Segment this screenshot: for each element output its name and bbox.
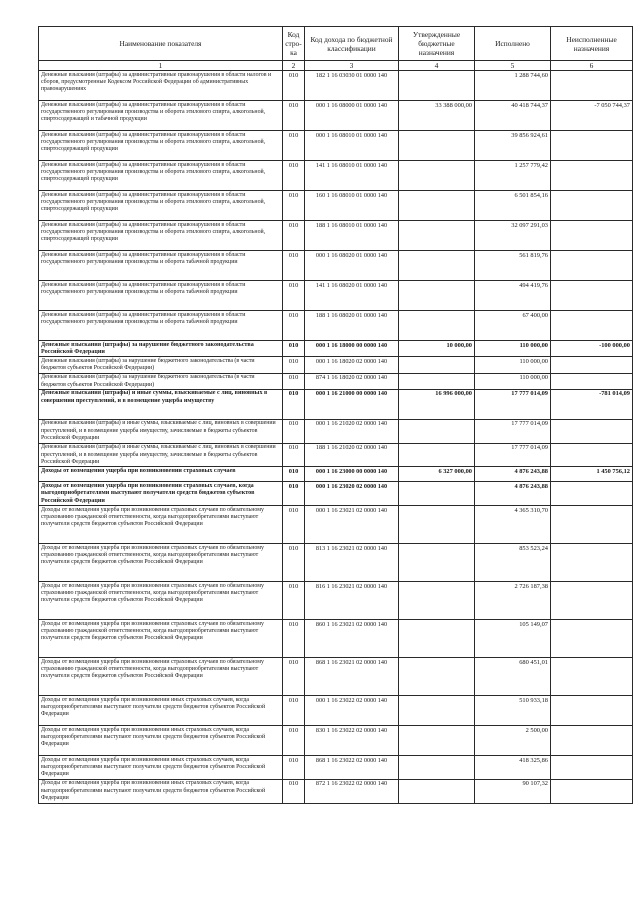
row-unexecuted bbox=[551, 658, 633, 696]
row-unexecuted bbox=[551, 251, 633, 281]
table-row bbox=[39, 191, 633, 221]
row-line-code: 010 bbox=[283, 582, 305, 620]
row-name: Денежные взыскания (штрафы) за административные правонарушения в области государственного регулирования производства и оборота этилового спирта, алкогольной, спиртосодержащей и табачной продукции bbox=[39, 101, 283, 131]
row-name: Денежные взыскания (штрафы) за административные правонарушения в области государственного регулирования производства и оборота этилового спирта, алкогольной, спиртосодержащей продукции bbox=[39, 131, 283, 161]
row-line-code: 010 bbox=[283, 506, 305, 544]
column-number-row bbox=[39, 61, 633, 71]
row-name: Денежные взыскания (штрафы) за административные правонарушения в области государственного регулирования производства и оборота этилового спирта, алкогольной, спиртосодержащей продукции bbox=[39, 161, 283, 191]
row-line-code: 010 bbox=[283, 191, 305, 221]
row-name: Денежные взыскания (штрафы) за нарушение бюджетного законодательства Российской Федерации bbox=[39, 341, 283, 357]
row-approved: 10 000,00 bbox=[399, 341, 475, 357]
table-row bbox=[39, 357, 633, 373]
table-row bbox=[39, 582, 633, 620]
row-name: Денежные взыскания (штрафы) за нарушение бюджетного законодательства (в части бюджетов субъектов Российской Федерации) bbox=[39, 357, 283, 373]
row-executed: 2 500,00 bbox=[475, 726, 551, 756]
table-row bbox=[39, 620, 633, 658]
table-row bbox=[39, 419, 633, 443]
row-approved bbox=[399, 696, 475, 726]
row-line-code: 010 bbox=[283, 658, 305, 696]
row-budget-code: 000 1 16 23000 00 0000 140 bbox=[305, 467, 399, 482]
row-budget-code: 141 1 16 08010 01 0000 140 bbox=[305, 161, 399, 191]
row-line-code: 010 bbox=[283, 620, 305, 658]
row-approved bbox=[399, 357, 475, 373]
row-approved: 6 327 000,00 bbox=[399, 467, 475, 482]
row-executed: 40 418 744,37 bbox=[475, 101, 551, 131]
row-approved bbox=[399, 544, 475, 582]
row-line-code: 010 bbox=[283, 389, 305, 419]
row-approved bbox=[399, 756, 475, 780]
table-row bbox=[39, 161, 633, 191]
row-executed: 1 257 779,42 bbox=[475, 161, 551, 191]
row-unexecuted bbox=[551, 357, 633, 373]
column-number: 4 bbox=[399, 61, 475, 71]
row-approved bbox=[399, 161, 475, 191]
row-name: Денежные взыскания (штрафы) и иные суммы, взыскиваемые с лиц, виновных в совершении преступлений, и в возмещение ущерба имуществу, зачисляемые в бюджеты субъектов Российской Федерации bbox=[39, 443, 283, 467]
row-executed: 32 097 291,03 bbox=[475, 221, 551, 251]
row-unexecuted bbox=[551, 311, 633, 341]
row-line-code: 010 bbox=[283, 251, 305, 281]
row-name: Денежные взыскания (штрафы) за нарушение бюджетного законодательства (в части бюджетов субъектов Российской Федерации) bbox=[39, 373, 283, 389]
row-approved bbox=[399, 221, 475, 251]
table-row bbox=[39, 779, 633, 803]
row-budget-code: 160 1 16 08010 01 0000 140 bbox=[305, 191, 399, 221]
row-name: Денежные взыскания (штрафы) за административные правонарушения в области государственного регулирования производства и оборота табачной продукции bbox=[39, 311, 283, 341]
row-name: Доходы от возмещения ущерба при возникновении страховых случаев по обязательному страхованию гражданской ответственности, когда выгодоприобретателями выступают получатели средств бюджетов субъектов Российской Федерации bbox=[39, 620, 283, 658]
row-executed: 90 107,32 bbox=[475, 779, 551, 803]
table-row bbox=[39, 281, 633, 311]
table-row bbox=[39, 726, 633, 756]
row-executed: 1 288 744,60 bbox=[475, 71, 551, 101]
table-row bbox=[39, 443, 633, 467]
row-line-code: 010 bbox=[283, 726, 305, 756]
row-budget-code: 874 1 16 18020 02 0000 140 bbox=[305, 373, 399, 389]
column-number: 3 bbox=[305, 61, 399, 71]
row-line-code: 010 bbox=[283, 419, 305, 443]
row-approved bbox=[399, 131, 475, 161]
row-approved bbox=[399, 191, 475, 221]
row-unexecuted bbox=[551, 582, 633, 620]
row-line-code: 010 bbox=[283, 71, 305, 101]
table-body bbox=[39, 71, 633, 804]
row-unexecuted bbox=[551, 620, 633, 658]
header-row bbox=[39, 27, 633, 61]
row-executed: 853 523,24 bbox=[475, 544, 551, 582]
row-budget-code: 872 1 16 23022 02 0000 140 bbox=[305, 779, 399, 803]
row-budget-code: 182 1 16 03030 01 0000 140 bbox=[305, 71, 399, 101]
row-executed: 17 777 014,09 bbox=[475, 419, 551, 443]
table-row bbox=[39, 467, 633, 482]
row-name: Доходы от возмещения ущерба при возникновении иных страховых случаев, когда выгодоприобретателями выступают получатели средств бюджетов субъектов Российской Федерации bbox=[39, 726, 283, 756]
row-line-code: 010 bbox=[283, 482, 305, 506]
row-unexecuted: -7 050 744,37 bbox=[551, 101, 633, 131]
row-budget-code: 813 1 16 23021 02 0000 140 bbox=[305, 544, 399, 582]
row-name: Денежные взыскания (штрафы) за административные правонарушения в области налогов и сборов, предусмотренные Кодексом Российской Федерации об административных правонарушениях bbox=[39, 71, 283, 101]
table-row bbox=[39, 101, 633, 131]
row-line-code: 010 bbox=[283, 161, 305, 191]
row-budget-code: 141 1 16 08020 01 0000 140 bbox=[305, 281, 399, 311]
row-line-code: 010 bbox=[283, 131, 305, 161]
row-budget-code: 830 1 16 23022 02 0000 140 bbox=[305, 726, 399, 756]
row-budget-code: 000 1 16 23021 02 0000 140 bbox=[305, 506, 399, 544]
row-executed: 680 451,01 bbox=[475, 658, 551, 696]
budget-report-sheet bbox=[38, 26, 632, 804]
column-number: 6 bbox=[551, 61, 633, 71]
header-unexecuted: Неисполненные назначения bbox=[551, 27, 633, 61]
row-name: Доходы от возмещения ущерба при возникновении страховых случаев по обязательному страхованию гражданской ответственности, когда выгодоприобретателями выступают получатели средств бюджетов субъектов Российской Федерации bbox=[39, 582, 283, 620]
header-line-code: Код стро-ка bbox=[283, 27, 305, 61]
row-budget-code: 000 1 16 08000 01 0000 140 bbox=[305, 101, 399, 131]
column-number: 1 bbox=[39, 61, 283, 71]
table-row bbox=[39, 389, 633, 419]
row-line-code: 010 bbox=[283, 357, 305, 373]
row-budget-code: 000 1 16 08020 01 0000 140 bbox=[305, 251, 399, 281]
row-line-code: 010 bbox=[283, 544, 305, 582]
row-budget-code: 868 1 16 23022 02 0000 140 bbox=[305, 756, 399, 780]
row-approved bbox=[399, 281, 475, 311]
row-executed: 17 777 014,09 bbox=[475, 443, 551, 467]
row-executed: 561 819,76 bbox=[475, 251, 551, 281]
row-budget-code: 000 1 16 08010 01 0000 140 bbox=[305, 131, 399, 161]
row-executed: 110 000,00 bbox=[475, 357, 551, 373]
row-executed: 17 777 014,09 bbox=[475, 389, 551, 419]
row-unexecuted bbox=[551, 373, 633, 389]
row-executed: 105 149,07 bbox=[475, 620, 551, 658]
row-approved bbox=[399, 620, 475, 658]
row-line-code: 010 bbox=[283, 341, 305, 357]
row-budget-code: 000 1 16 23020 02 0000 140 bbox=[305, 482, 399, 506]
row-name: Денежные взыскания (штрафы) за административные правонарушения в области государственного регулирования производства и оборота этилового спирта, алкогольной, спиртосодержащей продукции bbox=[39, 221, 283, 251]
row-line-code: 010 bbox=[283, 756, 305, 780]
header-budget-code: Код дохода по бюджетной классификации bbox=[305, 27, 399, 61]
row-budget-code: 000 1 16 23022 02 0000 140 bbox=[305, 696, 399, 726]
row-line-code: 010 bbox=[283, 101, 305, 131]
header-name: Наименование показателя bbox=[39, 27, 283, 61]
row-name: Денежные взыскания (штрафы) и иные суммы, взыскиваемые с лиц, виновных в совершении преступлений, и в возмещение ущерба имуществу bbox=[39, 389, 283, 419]
row-budget-code: 868 1 16 23021 02 0000 140 bbox=[305, 658, 399, 696]
row-unexecuted bbox=[551, 221, 633, 251]
row-unexecuted bbox=[551, 161, 633, 191]
row-approved bbox=[399, 482, 475, 506]
row-line-code: 010 bbox=[283, 373, 305, 389]
row-unexecuted: -781 014,09 bbox=[551, 389, 633, 419]
table-row bbox=[39, 131, 633, 161]
table-row bbox=[39, 506, 633, 544]
row-name: Доходы от возмещения ущерба при возникновении страховых случаев по обязательному страхованию гражданской ответственности, когда выгодоприобретателями выступают получатели средств бюджетов субъектов Российской Федерации bbox=[39, 544, 283, 582]
row-approved bbox=[399, 726, 475, 756]
row-budget-code: 000 1 16 21000 00 0000 140 bbox=[305, 389, 399, 419]
header-approved: Утвержденные бюджетные назначения bbox=[399, 27, 475, 61]
row-name: Денежные взыскания (штрафы) за административные правонарушения в области государственного регулирования производства и оборота этилового спирта, алкогольной, спиртосодержащей продукции bbox=[39, 191, 283, 221]
row-approved: 33 388 000,00 bbox=[399, 101, 475, 131]
row-line-code: 010 bbox=[283, 281, 305, 311]
table-row bbox=[39, 341, 633, 357]
table-row bbox=[39, 373, 633, 389]
row-unexecuted: 1 450 756,12 bbox=[551, 467, 633, 482]
row-approved bbox=[399, 71, 475, 101]
row-executed: 2 726 187,38 bbox=[475, 582, 551, 620]
row-executed: 4 365 310,70 bbox=[475, 506, 551, 544]
row-line-code: 010 bbox=[283, 311, 305, 341]
row-unexecuted bbox=[551, 544, 633, 582]
row-budget-code: 188 1 16 08020 01 0000 140 bbox=[305, 311, 399, 341]
row-name: Доходы от возмещения ущерба при возникновении иных страховых случаев, когда выгодоприобретателями выступают получатели средств бюджетов субъектов Российской Федерации bbox=[39, 756, 283, 780]
row-name: Денежные взыскания (штрафы) и иные суммы, взыскиваемые с лиц, виновных в совершении преступлений, и в возмещение ущерба имуществу, зачисляемые в бюджеты субъектов Российской Федерации bbox=[39, 419, 283, 443]
row-unexecuted bbox=[551, 131, 633, 161]
table-row bbox=[39, 696, 633, 726]
row-line-code: 010 bbox=[283, 779, 305, 803]
table-row bbox=[39, 482, 633, 506]
row-name: Доходы от возмещения ущерба при возникновении страховых случаев по обязательному страхованию гражданской ответственности, когда выгодоприобретателями выступают получатели средств бюджетов субъектов Российской Федерации bbox=[39, 658, 283, 696]
row-name: Денежные взыскания (штрафы) за административные правонарушения в области государственного регулирования производства и оборота табачной продукции bbox=[39, 281, 283, 311]
row-unexecuted bbox=[551, 419, 633, 443]
row-name: Доходы от возмещения ущерба при возникновении страховых случаев по обязательному страхованию гражданской ответственности, когда выгодоприобретателями выступают получатели средств бюджетов субъектов Российской Федерации bbox=[39, 506, 283, 544]
row-budget-code: 188 1 16 08010 01 0000 140 bbox=[305, 221, 399, 251]
row-unexecuted bbox=[551, 696, 633, 726]
row-unexecuted bbox=[551, 756, 633, 780]
row-executed: 110 000,00 bbox=[475, 373, 551, 389]
row-line-code: 010 bbox=[283, 221, 305, 251]
row-name: Доходы от возмещения ущерба при возникновении страховых случаев bbox=[39, 467, 283, 482]
row-executed: 6 501 854,16 bbox=[475, 191, 551, 221]
row-unexecuted bbox=[551, 281, 633, 311]
row-unexecuted: -100 000,00 bbox=[551, 341, 633, 357]
row-executed: 110 000,00 bbox=[475, 341, 551, 357]
row-unexecuted bbox=[551, 443, 633, 467]
table-row bbox=[39, 658, 633, 696]
table-row bbox=[39, 221, 633, 251]
table-row bbox=[39, 251, 633, 281]
row-executed: 494 419,76 bbox=[475, 281, 551, 311]
row-unexecuted bbox=[551, 191, 633, 221]
row-approved bbox=[399, 419, 475, 443]
row-approved bbox=[399, 658, 475, 696]
column-number: 5 bbox=[475, 61, 551, 71]
row-name: Доходы от возмещения ущерба при возникновении иных страховых случаев, когда выгодоприобретателями выступают получатели средств бюджетов субъектов Российской Федерации bbox=[39, 779, 283, 803]
row-line-code: 010 bbox=[283, 467, 305, 482]
table-row bbox=[39, 756, 633, 780]
row-approved bbox=[399, 779, 475, 803]
row-budget-code: 000 1 16 21020 02 0000 140 bbox=[305, 419, 399, 443]
row-unexecuted bbox=[551, 71, 633, 101]
row-name: Доходы от возмещения ущерба при возникновении иных страховых случаев, когда выгодоприобретателями выступают получатели средств бюджетов субъектов Российской Федерации bbox=[39, 696, 283, 726]
row-unexecuted bbox=[551, 726, 633, 756]
row-name: Денежные взыскания (штрафы) за административные правонарушения в области государственного регулирования производства и оборота табачной продукции bbox=[39, 251, 283, 281]
row-executed: 4 876 243,88 bbox=[475, 467, 551, 482]
row-approved bbox=[399, 373, 475, 389]
row-budget-code: 000 1 16 18020 02 0000 140 bbox=[305, 357, 399, 373]
row-approved bbox=[399, 582, 475, 620]
table-row bbox=[39, 71, 633, 101]
row-line-code: 010 bbox=[283, 443, 305, 467]
row-budget-code: 000 1 16 18000 00 0000 140 bbox=[305, 341, 399, 357]
row-approved bbox=[399, 251, 475, 281]
row-approved bbox=[399, 311, 475, 341]
row-approved: 16 996 000,00 bbox=[399, 389, 475, 419]
row-executed: 39 856 924,61 bbox=[475, 131, 551, 161]
table-row bbox=[39, 544, 633, 582]
row-budget-code: 816 1 16 23021 02 0000 140 bbox=[305, 582, 399, 620]
row-unexecuted bbox=[551, 779, 633, 803]
row-approved bbox=[399, 506, 475, 544]
row-line-code: 010 bbox=[283, 696, 305, 726]
header-executed: Исполнено bbox=[475, 27, 551, 61]
row-executed: 418 325,86 bbox=[475, 756, 551, 780]
row-executed: 4 876 243,88 bbox=[475, 482, 551, 506]
row-unexecuted bbox=[551, 506, 633, 544]
revenue-table bbox=[38, 26, 633, 804]
row-unexecuted bbox=[551, 482, 633, 506]
row-budget-code: 188 1 16 21020 02 0000 140 bbox=[305, 443, 399, 467]
row-executed: 510 933,18 bbox=[475, 696, 551, 726]
table-row bbox=[39, 311, 633, 341]
row-name: Доходы от возмещения ущерба при возникновении страховых случаев, когда выгодоприобретателями выступают получатели средств бюджетов субъектов Российской Федерации bbox=[39, 482, 283, 506]
column-number: 2 bbox=[283, 61, 305, 71]
row-approved bbox=[399, 443, 475, 467]
row-executed: 67 400,00 bbox=[475, 311, 551, 341]
row-budget-code: 860 1 16 23021 02 0000 140 bbox=[305, 620, 399, 658]
